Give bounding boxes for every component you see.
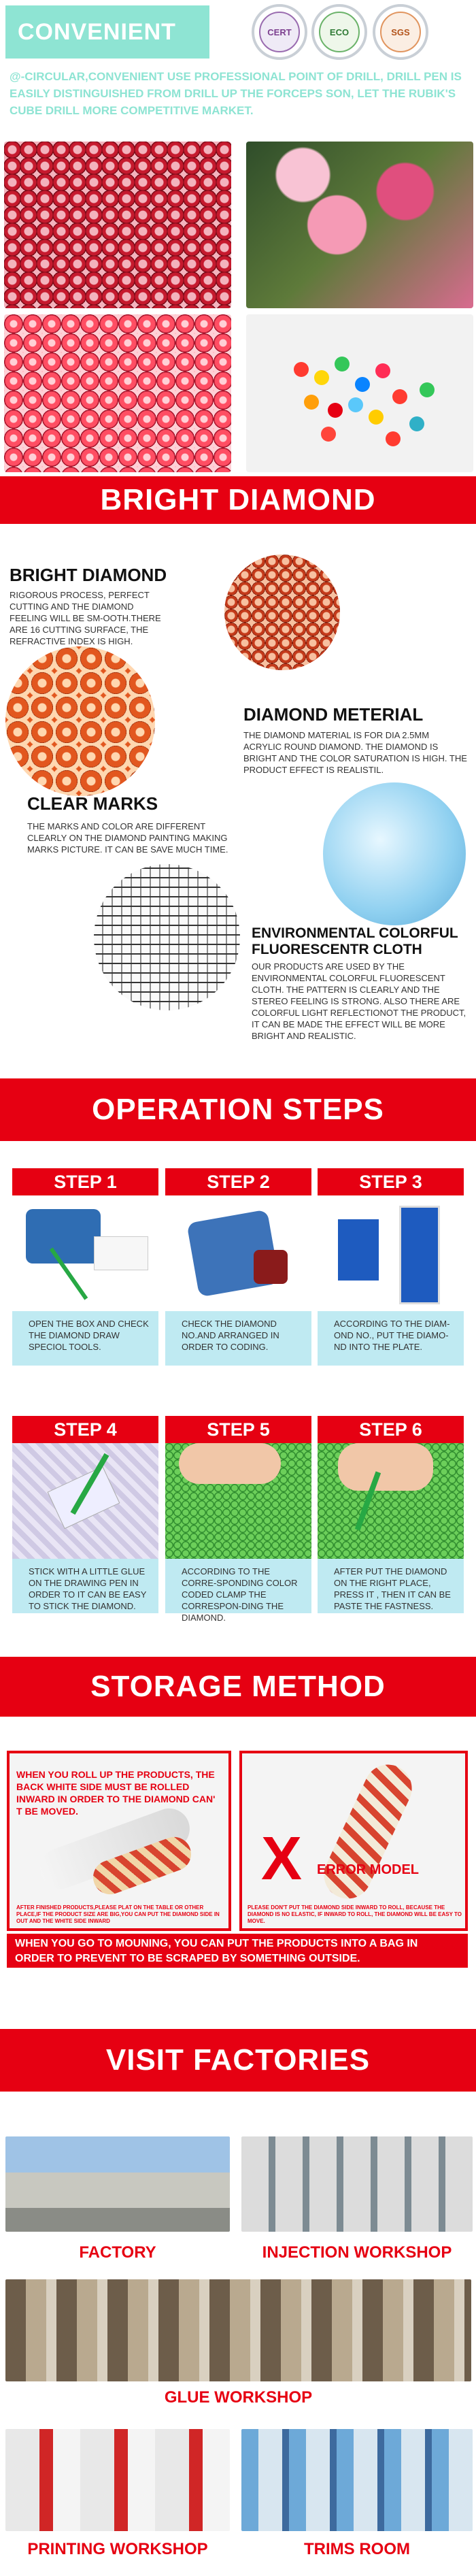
error-x-icon: X — [261, 1825, 303, 1893]
convenient-section — [0, 0, 476, 139]
operation-steps-banner: OPERATION STEPS — [0, 1078, 476, 1141]
trims-room-label: TRIMS ROOM — [304, 2540, 410, 2558]
eco-badge-icon — [311, 4, 367, 60]
storage-tip-bar: WHEN YOU GO TO MOUNING, YOU CAN PUT THE PRODUCTS INTO A BAG IN ORDER TO PREVENT TO BE SCRAPED BY SOMETHING OUTSIDE. — [7, 1934, 468, 1968]
diamond-material-heading: DIAMOND METERIAL — [243, 704, 424, 725]
bright-diamond-banner: BRIGHT DIAMOND — [0, 476, 476, 524]
clear-marks-heading: CLEAR MARKS — [27, 793, 158, 814]
convenient-title: CONVENIENT — [5, 5, 209, 59]
orange-diamond-circle-image — [5, 646, 155, 796]
step-card — [12, 1168, 158, 1366]
step-text: STICK WITH A LITTLE GLUE ON THE DRAWING PEN IN ORDER TO IT CAN BE EASY TO STICK THE DIAMOND. — [12, 1559, 158, 1613]
fluorescent-cloth-circle-image — [323, 782, 466, 925]
step-label: STEP 6 — [318, 1416, 464, 1443]
step-text: ACCORDING TO THE CORRE-SPONDING COLOR CODED CLAMP THE CORRESPON-DING THE DIAMOND. — [165, 1559, 311, 1613]
factory-building-image — [5, 2136, 230, 2232]
rolled-painting-image — [316, 1757, 420, 1906]
error-model-label: ERROR MODEL — [317, 1862, 419, 1877]
badge-label: SGS — [380, 12, 421, 52]
step-text: OPEN THE BOX AND CHECK THE DIAMOND DRAW SPECIOL TOOLS. — [12, 1311, 158, 1366]
fluorescent-cloth-text: OUR PRODUCTS ARE USED BY THE ENVIRONMENTAL COLORFUL FLUORESCENT CLOTH. THE PATTERN IS CLEARLY AND THE STEREO FEELING IS STRONG. ALSO THERE ARE COLORFUL LIGHT REFLECTIONOT THE PRODUCT, IT CAN BE MADE THE EFFECT WILL BE MORE BRIGHT AND REALISTIC. — [252, 961, 466, 1041]
bright-diamond-heading: BRIGHT DIAMOND — [10, 565, 167, 585]
printing-workshop-label: PRINTING WORKSHOP — [27, 2540, 208, 2558]
certification-badge-icon — [252, 4, 307, 60]
bright-diamond-text: RIGOROUS PROCESS, PERFECT CUTTING AND THE DIAMOND FEELING WILL BE SM-OOTH.THERE ARE 16 CUTTING SURFACE, THE REFRACTIVE INDEX IS HIGH. — [10, 590, 161, 646]
convenient-description: @-CIRCULAR,CONVENIENT USE PROFESSIONAL POINT OF DRILL, DRILL PEN IS EASILY DISTINGUISHED FROM DRILL UP THE FORCEPS SON, LET THE RUBIK'S CUBE DRILL MORE COMPETITIVE MARKET. — [10, 70, 462, 117]
red-diamond-rows-image — [4, 314, 231, 472]
error-storage-panel — [239, 1751, 468, 1931]
storage-method-banner: STORAGE METHOD — [0, 1657, 476, 1717]
correct-storage-small-text: AFTER FINISHED PRODUCTS,PLEASE PLAT ON THE TABLE OR OTHER PLACE,IF THE PRODUCT SIZE ARE BIG,YOU CAN PUT THE DIAMOND SIDE IN OUT AND THE WHITE SIDE INWARD — [16, 1904, 220, 1924]
injection-workshop-label: INJECTION WORKSHOP — [262, 2243, 452, 2262]
step-card — [318, 1416, 464, 1613]
step-text: CHECK THE DIAMOND NO.AND ARRANGED IN ORDER TO CODING. — [165, 1311, 311, 1366]
step-label: STEP 5 — [165, 1416, 311, 1443]
step-label: STEP 1 — [12, 1168, 158, 1195]
error-storage-small-text: PLEASE DON'T PUT THE DIAMOND SIDE INWARD TO ROLL, BECAUSE THE DIAMOND IS NO ELASTIC, IF INWARD TO ROLL, THE DIAMOND WILL BE EASY TO MOVE. — [248, 1904, 462, 1924]
step-image — [165, 1195, 311, 1311]
badge-label: ECO — [319, 12, 360, 52]
cut-diamond-circle-image — [224, 555, 340, 670]
step-image — [12, 1195, 158, 1311]
correct-storage-text: WHEN YOU ROLL UP THE PRODUCTS, THE BACK WHITE SIDE MUST BE ROLLED INWARD IN ORDER TO THE DIAMOND CAN' T BE MOVED. — [16, 1769, 216, 1817]
step-image — [318, 1443, 464, 1559]
visit-factories-banner: VISIT FACTORIES — [0, 2029, 476, 2092]
correct-storage-panel — [7, 1751, 231, 1931]
step-image — [12, 1443, 158, 1559]
step-label: STEP 3 — [318, 1168, 464, 1195]
badge-label: CERT — [259, 12, 300, 52]
clear-marks-text: THE MARKS AND COLOR ARE DIFFERENT CLEARLY ON THE DIAMOND PAINTING MAKING MARKS PICTURE. IT CAN BE SAVE MUCH TIME. — [27, 821, 228, 855]
symbol-grid-circle-image — [94, 864, 240, 1010]
factory-label: FACTORY — [79, 2243, 156, 2262]
step-text: AFTER PUT THE DIAMOND ON THE RIGHT PLACE, PRESS IT , THEN IT CAN BE PASTE THE FASTNESS. — [318, 1559, 464, 1613]
glue-workshop-image — [5, 2279, 471, 2381]
step-card — [12, 1416, 158, 1613]
glue-workshop-label: GLUE WORKSHOP — [164, 2388, 313, 2407]
step-image — [318, 1195, 464, 1311]
fluorescent-cloth-heading: ENVIRONMENTAL COLORFUL FLUORESCENTR CLOTH — [252, 925, 458, 957]
step-card — [165, 1416, 311, 1623]
step-card — [318, 1168, 464, 1366]
red-diamond-closeup-image — [4, 142, 231, 308]
diamond-material-text: THE DIAMOND MATERIAL IS FOR DIA 2.5MM ACRYLIC ROUND DIAMOND. THE DIAMOND IS BRIGHT AND THE COLOR SATURATION IS HIGH. THE PRODUCT EFFECT IS REALISTIL. — [243, 730, 467, 775]
step-card — [165, 1168, 311, 1366]
flower-painting-image — [246, 142, 473, 308]
colorful-beads-image — [246, 314, 473, 472]
trims-room-image — [241, 2429, 473, 2531]
step-label: STEP 4 — [12, 1416, 158, 1443]
printing-workshop-image — [5, 2429, 230, 2531]
injection-workshop-image — [241, 2136, 473, 2232]
step-image — [165, 1443, 311, 1559]
step-label: STEP 2 — [165, 1168, 311, 1195]
sgs-badge-icon — [373, 4, 428, 60]
step-text: ACCORDING TO THE DIAM-OND NO., PUT THE DIAMO-ND INTO THE PLATE. — [318, 1311, 464, 1366]
